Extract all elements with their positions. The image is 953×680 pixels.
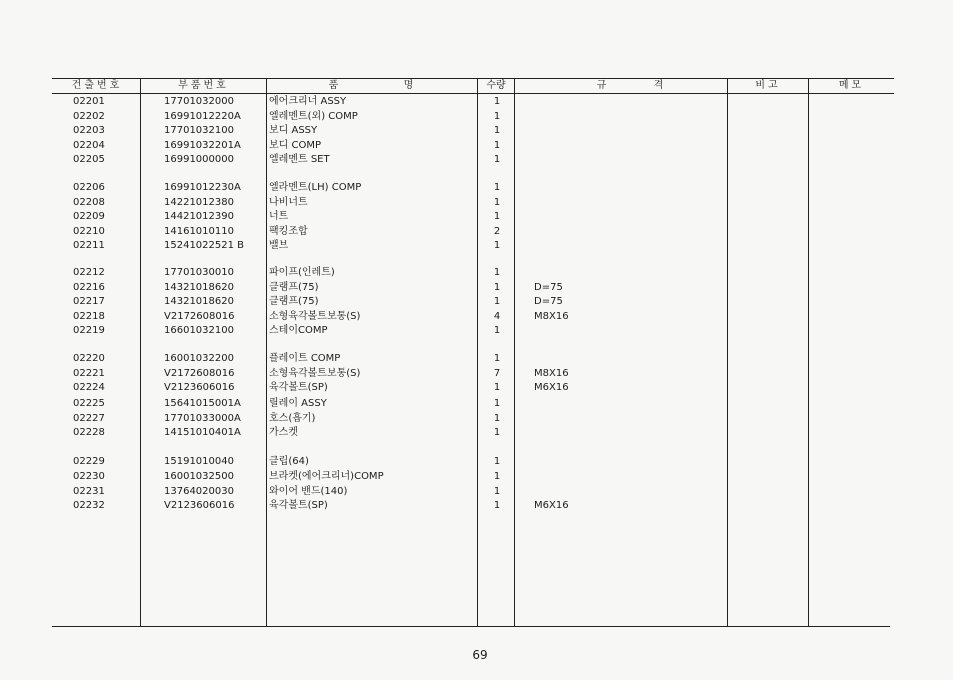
item-number: 02218 [73,310,105,322]
part-number: V2172608016 [164,367,235,379]
part-name: 엘라멘트(LH) COMP [269,182,362,193]
part-name: 호스(흡기) [269,412,316,424]
part-number: V2123606016 [164,382,235,393]
table-row [0,295,953,309]
table-row [0,412,953,426]
part-number: 17701033000A [164,412,241,424]
table-row [0,397,953,411]
part-number: 15641015001A [164,398,241,409]
item-number: 02216 [73,281,105,293]
table-row [0,95,953,109]
item-number: 02227 [73,412,105,424]
quantity: 1 [493,500,501,511]
quantity: 1 [493,325,501,336]
quantity: 1 [493,139,501,151]
item-number: 02210 [73,225,105,237]
item-number: 02211 [73,240,105,251]
header-cell-memo: 메모 [838,80,865,91]
header-cell-part-number: 부품번호 [178,80,229,91]
header-cell-remark: 비고 [755,80,781,91]
specification: M6X16 [534,500,569,511]
item-number: 02232 [73,500,105,511]
item-number: 02208 [73,196,105,208]
specification: M8X16 [534,367,569,379]
part-number: 14421012390 [164,211,234,222]
part-number: 16991032201A [164,139,241,151]
part-number: 17701032000 [164,96,234,107]
table-row [0,470,953,484]
item-number: 02206 [73,182,105,193]
quantity: 1 [493,96,501,107]
part-number: 15241022521 B [164,240,245,251]
table-row [0,499,953,513]
part-number: 14151010401A [164,427,241,438]
header-cell-name-right: 명 [403,80,417,91]
table-row [0,367,953,381]
quantity: 1 [493,353,501,364]
table-row [0,153,953,167]
quantity: 1 [493,196,501,208]
part-name: 스테이COMP [269,325,328,336]
quantity: 1 [493,471,501,482]
item-number: 02212 [73,267,105,278]
table-row [0,139,953,153]
quantity: 1 [493,267,501,278]
part-name: 클램프(75) [269,281,319,293]
item-number: 02229 [73,456,105,467]
item-number: 02225 [73,398,105,409]
part-number: 16001032500 [164,471,234,482]
part-name: 클립(64) [269,456,309,467]
quantity: 1 [493,382,501,393]
item-number: 02224 [73,382,105,393]
table-row [0,266,953,280]
quantity: 1 [493,211,501,222]
part-number: 16601032100 [164,325,234,336]
quantity: 1 [493,456,501,467]
part-name: 엘레멘트 SET [269,154,330,165]
quantity: 7 [493,367,501,379]
table-bottom-rule [52,626,890,627]
part-number: 16991012230A [164,182,241,193]
quantity: 1 [493,485,501,497]
part-name: 클램프(75) [269,296,319,307]
quantity: 1 [493,296,501,307]
header-cell-spec-right: 격 [653,80,667,91]
quantity: 1 [493,240,501,251]
part-number: V2172608016 [164,310,235,322]
quantity: 1 [493,398,501,409]
part-number: 14321018620 [164,281,234,293]
item-number: 02202 [73,110,105,122]
part-name: 에어크리너 ASSY [269,96,347,107]
item-number: 02219 [73,325,105,336]
part-name: 플레이트 COMP [269,353,341,364]
part-name: 가스켓 [269,427,298,438]
item-number: 02228 [73,427,105,438]
table-header [0,78,953,93]
part-name: 나비너트 [269,196,308,208]
part-name: 너트 [269,211,289,222]
part-name: 파이프(인레트) [269,267,335,278]
table-row [0,455,953,469]
table-row [0,181,953,195]
part-number: 16991012220A [164,110,241,122]
header-cell-no: 건출번호 [71,80,123,91]
table-row [0,239,953,253]
part-name: 보디 COMP [269,139,322,151]
quantity: 1 [493,125,501,136]
specification: D=75 [534,296,563,307]
quantity: 1 [493,427,501,438]
part-number: 16001032200 [164,353,234,364]
table-row [0,310,953,324]
item-number: 02209 [73,211,105,222]
table-row [0,110,953,124]
quantity: 2 [493,225,501,237]
item-number: 02205 [73,154,105,165]
quantity: 1 [493,412,501,424]
part-number: 14221012380 [164,196,234,208]
header-bottom-rule [52,93,894,94]
table-row [0,225,953,239]
quantity: 1 [493,281,501,293]
part-name: 브라켓(에어크리너)COMP [269,471,384,482]
item-number: 02201 [73,96,105,107]
quantity: 4 [493,310,501,322]
table-row [0,381,953,395]
part-name: 소형육각볼트보통(S) [269,310,361,322]
header-cell-quantity: 수량 [486,80,506,91]
table-row [0,352,953,366]
table-row [0,196,953,210]
item-number: 02230 [73,471,105,482]
part-name: 보디 ASSY [269,125,318,136]
header-cell-spec-left: 규 [596,80,610,91]
part-name: 와이어 밴드(140) [269,485,348,497]
part-name: 릴레이 ASSY [269,398,327,409]
part-number: V2123606016 [164,500,235,511]
specification: M8X16 [534,310,569,322]
part-number: 17701030010 [164,267,234,278]
quantity: 1 [493,154,501,165]
part-name: 육각볼트(SP) [269,382,328,393]
part-number: 16991000000 [164,154,234,165]
quantity: 1 [493,110,501,122]
item-number: 02204 [73,139,105,151]
table-row [0,324,953,338]
specification: D=75 [534,281,563,293]
quantity: 1 [493,182,501,193]
item-number: 02231 [73,485,105,497]
item-number: 02220 [73,353,105,364]
item-number: 02221 [73,367,105,379]
part-name: 육각볼트(SP) [269,500,328,511]
table-row [0,485,953,499]
part-number: 14161010110 [164,225,234,237]
table-row [0,210,953,224]
part-name: 밸브 [269,240,289,251]
page-number: 69 [472,648,488,662]
table-row [0,426,953,440]
item-number: 02217 [73,296,105,307]
table-row [0,281,953,295]
part-number: 15191010040 [164,456,234,467]
specification: M6X16 [534,382,569,393]
part-number: 13764020030 [164,485,234,497]
part-number: 14321018620 [164,296,234,307]
header-cell-name-left: 품 [328,80,342,91]
part-name: 엘레멘트(외) COMP [269,110,358,122]
part-name: 소형육각볼트보통(S) [269,367,361,379]
part-name: 팩킹조합 [269,225,308,237]
item-number: 02203 [73,125,105,136]
part-number: 17701032100 [164,125,234,136]
table-row [0,124,953,138]
